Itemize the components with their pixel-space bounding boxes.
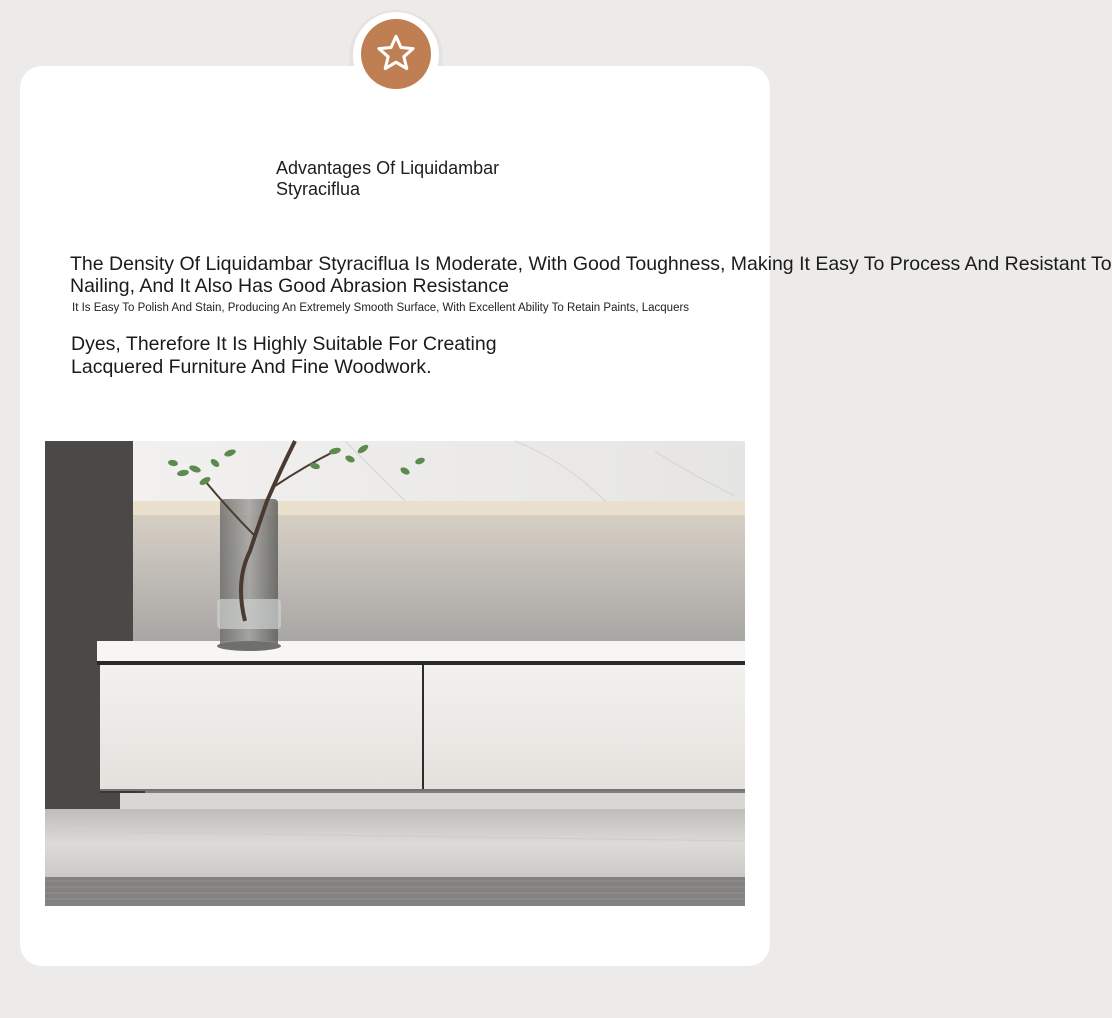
tail-line: Lacquered Furniture And Fine Woodwork. (71, 355, 432, 378)
tv-cabinet-illustration (45, 441, 745, 906)
star-badge (361, 19, 431, 89)
tail-line: Dyes, Therefore It Is Highly Suitable For Creating (71, 333, 497, 355)
star-icon (373, 31, 419, 77)
product-photo (45, 441, 745, 906)
section-title-line: Styraciflua (276, 179, 361, 199)
section-title (276, 158, 526, 200)
lead-line: The Density Of Liquidambar Styraciflua Is Moderate, With Good Toughness, Making It Easy To Process And Resistant To (70, 253, 1112, 275)
tail-paragraph (71, 333, 571, 378)
lead-line: Nailing, And It Also Has Good Abrasion Resistance (70, 275, 509, 297)
lead-paragraph (70, 253, 1112, 297)
small-line: It Is Easy To Polish And Stain, Producing An Extremely Smooth Surface, With Excellent Ability To Retain Paints, Lacquers (72, 302, 690, 314)
section-title-line: Advantages Of Liquidambar (276, 158, 500, 178)
